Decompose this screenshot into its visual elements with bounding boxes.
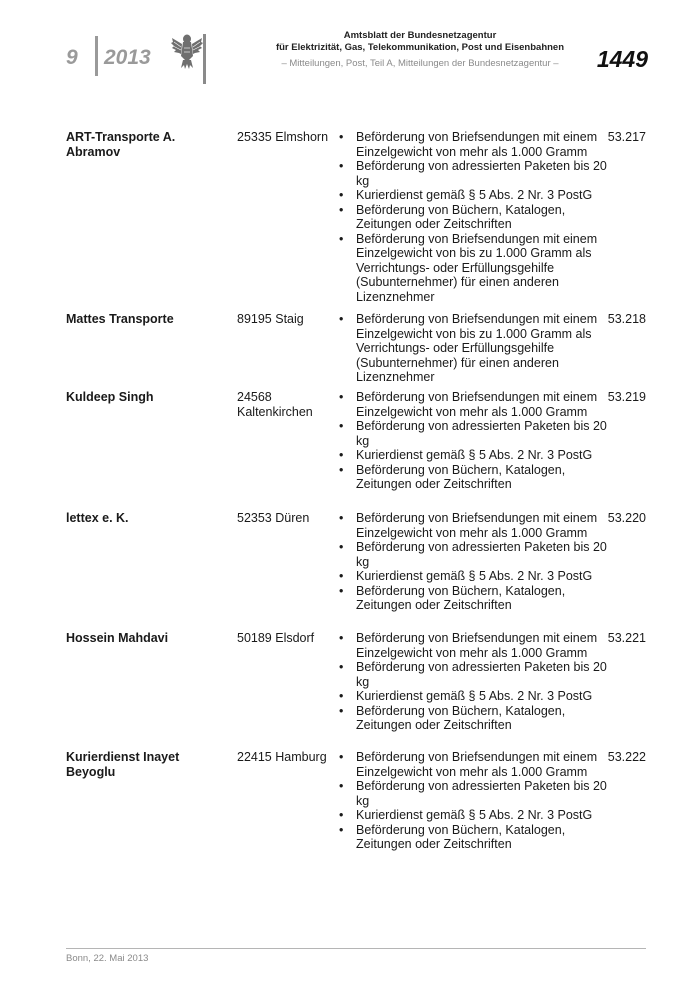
entry-number: 53.221 — [607, 631, 646, 645]
publication-subtitle: – Mitteilungen, Post, Teil A, Mitteilungen der Bundesnetzagentur – — [281, 58, 559, 69]
license-entry — [66, 631, 646, 750]
license-entry — [66, 511, 646, 631]
publication-title-line2: für Elektrizität, Gas, Telekommunikation, Post und Eisenbahnen — [275, 41, 565, 53]
emblem-divider — [203, 34, 206, 84]
entry-location: 25335 Elmshorn — [237, 130, 329, 144]
entry-name: Kurierdienst Inayet Beyoglu — [66, 750, 180, 779]
license-entry — [66, 390, 646, 511]
service-item: • Beförderung von Briefsendungen mit einem Einzelgewicht von mehr als 1.000 Gramm — [337, 390, 609, 419]
entry-services — [337, 312, 609, 385]
service-item: • Kurierdienst gemäß § 5 Abs. 2 Nr. 3 PostG — [337, 448, 609, 463]
service-item: • Beförderung von Büchern, Katalogen, Zeitungen oder Zeitschriften — [337, 584, 609, 613]
publication-title — [230, 30, 610, 53]
service-item: • Kurierdienst gemäß § 5 Abs. 2 Nr. 3 PostG — [337, 188, 609, 203]
footer-divider — [66, 948, 646, 949]
entry-location: 50189 Elsdorf — [237, 631, 315, 645]
entry-services — [337, 511, 609, 613]
federal-eagle-icon — [170, 32, 204, 70]
license-entry — [66, 130, 646, 312]
issue-year: 2013 — [104, 46, 151, 69]
service-item: • Beförderung von Briefsendungen mit einem Einzelgewicht von mehr als 1.000 Gramm — [337, 130, 609, 159]
license-entry — [66, 312, 646, 390]
entry-number: 53.218 — [607, 312, 646, 326]
entry-services — [337, 130, 609, 304]
service-item: • Beförderung von adressierten Paketen bis 20 kg — [337, 419, 609, 448]
service-item: • Beförderung von Briefsendungen mit einem Einzelgewicht von bis zu 1.000 Gramm als Verrichtungs- oder Erfüllungsgehilfe (Subunternehmer) für einen anderen Lizenznehmer — [337, 232, 609, 305]
page-number: 1449 — [596, 46, 648, 72]
service-item: • Beförderung von Briefsendungen mit einem Einzelgewicht von bis zu 1.000 Gramm als Verrichtungs- oder Erfüllungsgehilfe (Subunternehmer) für einen anderen Lizenznehmer — [337, 312, 609, 385]
service-item: • Beförderung von adressierten Paketen bis 20 kg — [337, 159, 609, 188]
service-item: • Beförderung von Büchern, Katalogen, Zeitungen oder Zeitschriften — [337, 823, 609, 852]
service-item: • Beförderung von Briefsendungen mit einem Einzelgewicht von mehr als 1.000 Gramm — [337, 750, 609, 779]
page-header — [0, 0, 700, 100]
service-item: • Beförderung von adressierten Paketen bis 20 kg — [337, 540, 609, 569]
service-item: • Beförderung von Briefsendungen mit einem Einzelgewicht von mehr als 1.000 Gramm — [337, 511, 609, 540]
license-entry — [66, 750, 646, 860]
entry-name: Mattes Transporte — [66, 312, 174, 326]
service-item: • Kurierdienst gemäß § 5 Abs. 2 Nr. 3 PostG — [337, 569, 609, 584]
entry-number: 53.220 — [607, 511, 646, 525]
service-item: • Beförderung von Büchern, Katalogen, Zeitungen oder Zeitschriften — [337, 463, 609, 492]
service-item: • Beförderung von adressierten Paketen bis 20 kg — [337, 779, 609, 808]
entry-number: 53.219 — [607, 390, 646, 404]
entry-location: 52353 Düren — [237, 511, 310, 525]
issue-number: 9 — [66, 46, 78, 69]
entry-name: lettex e. K. — [66, 511, 129, 525]
entry-services — [337, 631, 609, 733]
service-item: • Beförderung von Briefsendungen mit einem Einzelgewicht von mehr als 1.000 Gramm — [337, 631, 609, 660]
entry-location: 89195 Staig — [237, 312, 304, 326]
service-item: • Beförderung von Büchern, Katalogen, Zeitungen oder Zeitschriften — [337, 203, 609, 232]
service-item: • Kurierdienst gemäß § 5 Abs. 2 Nr. 3 PostG — [337, 808, 609, 823]
publication-title-line1: Amtsblatt der Bundesnetzagentur — [343, 30, 497, 41]
entry-location: 22415 Hamburg — [237, 750, 327, 764]
entry-location: 24568 Kaltenkirchen — [237, 390, 313, 419]
entry-name: ART-Transporte A. Abramov — [66, 130, 176, 159]
service-item: • Beförderung von Büchern, Katalogen, Zeitungen oder Zeitschriften — [337, 704, 609, 733]
entry-name: Hossein Mahdavi — [66, 631, 169, 645]
footer-place-date: Bonn, 22. Mai 2013 — [66, 953, 149, 964]
entry-number: 53.217 — [607, 130, 646, 144]
entry-name: Kuldeep Singh — [66, 390, 154, 404]
service-item: • Kurierdienst gemäß § 5 Abs. 2 Nr. 3 PostG — [337, 689, 609, 704]
license-entries — [66, 130, 646, 860]
entry-number: 53.222 — [607, 750, 646, 764]
service-item: • Beförderung von adressierten Paketen bis 20 kg — [337, 660, 609, 689]
entry-services — [337, 390, 609, 492]
entry-services — [337, 750, 609, 852]
issue-divider — [95, 36, 98, 76]
